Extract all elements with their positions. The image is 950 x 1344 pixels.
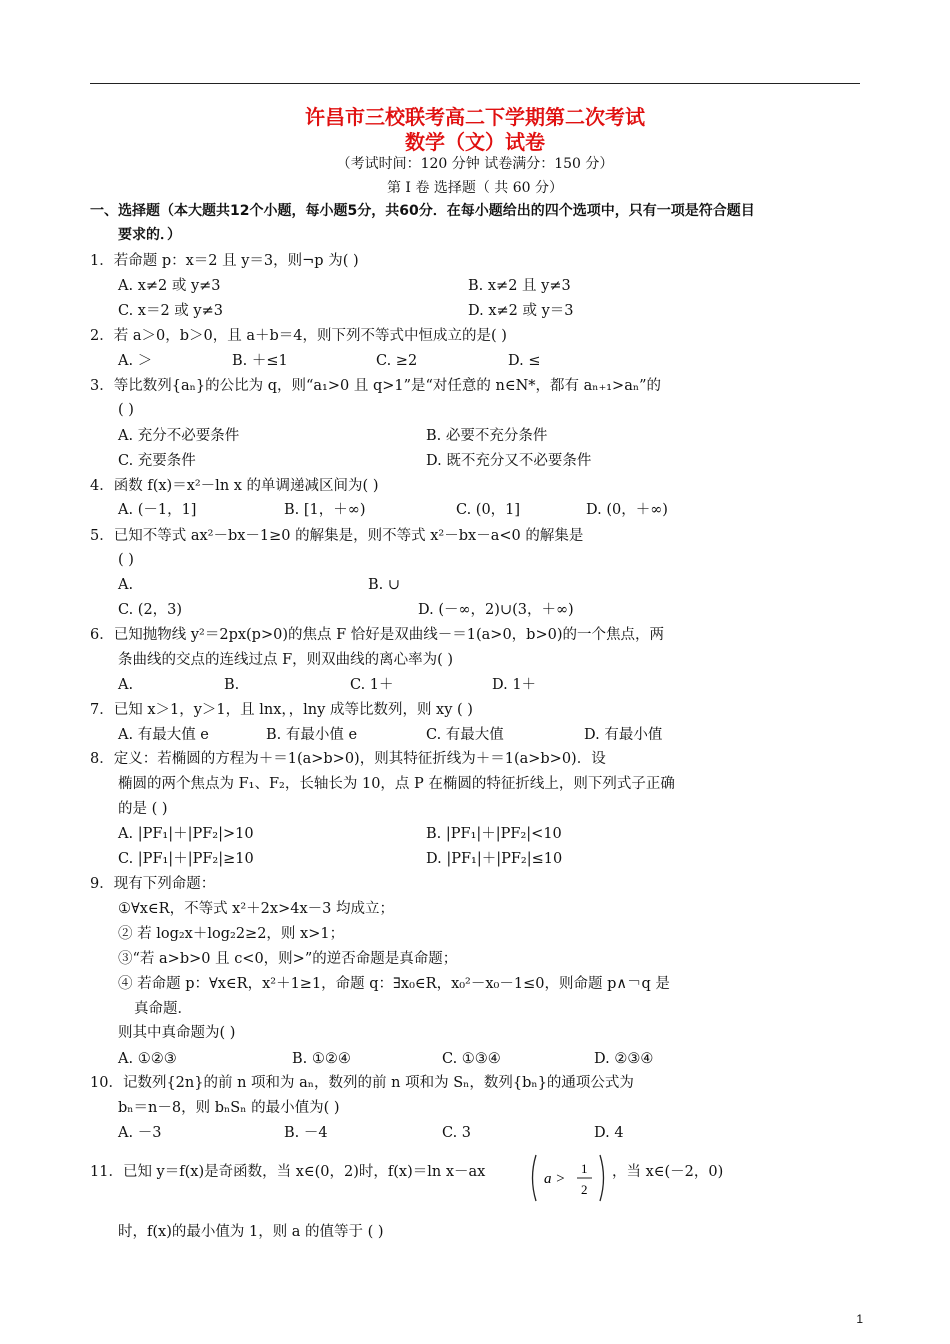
left-paren bbox=[533, 1155, 537, 1201]
q10-option-a: A. －3 bbox=[118, 1125, 162, 1141]
q11-condition-formula bbox=[528, 1153, 610, 1203]
q11-stem-part2: ，当 x∈(－2，0) bbox=[612, 1164, 724, 1180]
q1-option-a: A. x≠2 或 y≠3 bbox=[118, 278, 221, 294]
q10-option-b: B. －4 bbox=[284, 1125, 328, 1141]
q11-frac-num: 1 bbox=[581, 1161, 588, 1176]
q8-stem-cont: 椭圆的两个焦点为 F₁、F₂，长轴长为 10，点 P 在椭圆的特征折线上，则下列式子正确 bbox=[118, 776, 675, 792]
q6-option-b: B. bbox=[224, 677, 240, 693]
exam-title-line2: 数学（文）试卷 bbox=[405, 130, 545, 154]
q7-stem: 7．已知 x＞1，y＞1，且 lnx，，lny 成等比数列，则 xy ( ) bbox=[90, 702, 473, 718]
q9-option-c: C. ①③④ bbox=[442, 1051, 501, 1067]
q5-paren: ( ) bbox=[118, 552, 134, 568]
q1-stem: 1．若命题 p：x＝2 且 y＝3，则¬p 为( ) bbox=[90, 253, 359, 269]
q3-option-d: D. 既不充分又不必要条件 bbox=[426, 453, 592, 469]
q11-cond-left: a > bbox=[544, 1171, 566, 1187]
q6-option-c: C. 1＋ bbox=[350, 677, 394, 693]
q10-stem-cont: bₙ＝n－8，则 bₙSₙ 的最小值为( ) bbox=[118, 1100, 340, 1116]
q1-option-d: D. x≠2 或 y＝3 bbox=[468, 303, 574, 319]
q3-option-b: B. 必要不充分条件 bbox=[426, 428, 548, 444]
q11-frac-den: 2 bbox=[581, 1182, 588, 1197]
q8-option-c: C. |PF₁|＋|PF₂|≥10 bbox=[118, 851, 254, 867]
q6-option-d: D. 1＋ bbox=[492, 677, 537, 693]
q7-option-d: D. 有最小值 bbox=[584, 727, 663, 743]
q10-stem: 10．记数列{2n}的前 n 项和为 aₙ，数列的前 n 项和为 Sₙ，数列{bₙ}的通项公式为 bbox=[90, 1075, 634, 1091]
q3-option-c: C. 充要条件 bbox=[118, 453, 196, 469]
header-rule bbox=[90, 83, 860, 84]
section-heading-cont: 要求的．） bbox=[118, 227, 181, 243]
q6-option-a: A. bbox=[118, 677, 134, 693]
q6-stem-cont: 条曲线的交点的连线过点 F，则双曲线的离心率为( ) bbox=[118, 652, 454, 668]
q9-statement-4-cont: 真命题． bbox=[134, 1001, 192, 1017]
q10-option-d: D. 4 bbox=[594, 1125, 624, 1141]
section-heading: 一、选择题（本大题共12个小题，每小题5分，共60分．在每小题给出的四个选项中，只有一项是符合题目 bbox=[90, 203, 755, 219]
q5-option-c: C. (2，3) bbox=[118, 602, 183, 618]
q6-stem: 6．已知抛物线 y²＝2px(p>0)的焦点 F 恰好是双曲线－＝1(a>0，b>0)的一个焦点，两 bbox=[90, 627, 664, 643]
exam-info: （考试时间：120 分钟 试卷满分：150 分） bbox=[336, 156, 614, 172]
q2-stem: 2．若 a＞0，b＞0，且 a＋b＝4，则下列不等式中恒成立的是( ) bbox=[90, 328, 507, 344]
q1-option-c: C. x＝2 或 y≠3 bbox=[118, 303, 223, 319]
q8-option-d: D. |PF₁|＋|PF₂|≤10 bbox=[426, 851, 563, 867]
q2-option-a: A. ＞ bbox=[118, 353, 153, 369]
q5-option-d: D. (－∞，2)∪(3，＋∞) bbox=[418, 602, 574, 618]
q9-statement-1: ①∀x∈R，不等式 x²＋2x>4x－3 均成立； bbox=[118, 901, 394, 917]
q8-stem: 8．定义：若椭圆的方程为＋＝1(a>b>0)，则其特征折线为＋＝1(a>b>0)．设 bbox=[90, 751, 606, 767]
q11-stem-part1: 11．已知 y＝f(x)是奇函数，当 x∈(0，2)时，f(x)＝ln x－ax bbox=[90, 1164, 486, 1180]
q9-ask: 则其中真命题为( ) bbox=[118, 1025, 236, 1041]
q2-option-b: B. ＋≤1 bbox=[232, 353, 288, 369]
q11-stem bbox=[90, 1162, 485, 1182]
q8-stem-cont2: 的是 ( ) bbox=[118, 801, 168, 817]
q5-option-a: A. bbox=[118, 577, 134, 593]
volume-heading: 第 I 卷 选择题（ 共 60 分） bbox=[386, 180, 564, 196]
q3-stem: 3．等比数列{aₙ}的公比为 q，则“a₁>0 且 q>1”是“对任意的 n∈N*，都有 aₙ₊₁>aₙ”的 bbox=[90, 378, 662, 394]
q10-option-c: C. 3 bbox=[442, 1125, 472, 1141]
q8-option-a: A. |PF₁|＋|PF₂|>10 bbox=[118, 826, 254, 842]
q9-stem: 9．现有下列命题： bbox=[90, 876, 216, 892]
q4-option-a: A. (－1，1] bbox=[118, 502, 197, 518]
q4-option-b: B. [1，＋∞) bbox=[284, 502, 366, 518]
q4-stem: 4．函数 f(x)＝x²－ln x 的单调递减区间为( ) bbox=[90, 478, 379, 494]
q5-option-b: B. ∪ bbox=[368, 577, 401, 593]
page-number: 1 bbox=[856, 1312, 863, 1326]
q5-stem: 5．已知不等式 ax²－bx－1≥0 的解集是，则不等式 x²－bx－a<0 的解集是 bbox=[90, 528, 584, 544]
q7-option-c: C. 有最大值 bbox=[426, 727, 504, 743]
q2-option-d: D. ≤ bbox=[508, 353, 541, 369]
q7-option-a: A. 有最大值 e bbox=[118, 727, 209, 743]
q9-statement-3: ③“若 a>b>0 且 c<0，则>”的逆否命题是真命题； bbox=[118, 951, 458, 967]
q2-option-c: C. ≥2 bbox=[376, 353, 418, 369]
q11-stem-cont: 时，f(x)的最小值为 1，则 a 的值等于 ( ) bbox=[118, 1224, 384, 1240]
q8-option-b: B. |PF₁|＋|PF₂|<10 bbox=[426, 826, 562, 842]
q4-option-c: C. (0，1] bbox=[456, 502, 521, 518]
q3-paren: ( ) bbox=[118, 402, 134, 418]
q9-statement-4: ④ 若命题 p：∀x∈R，x²＋1≥1，命题 q：∃x₀∈R，x₀²－x₀－1≤0，则命题 p∧￢q 是 bbox=[118, 976, 670, 992]
exam-title-line1: 许昌市三校联考高二下学期第二次考试 bbox=[305, 105, 645, 129]
q7-option-b: B. 有最小值 e bbox=[266, 727, 358, 743]
q9-option-a: A. ①②③ bbox=[118, 1051, 177, 1067]
q9-option-d: D. ②③④ bbox=[594, 1051, 654, 1067]
q9-option-b: B. ①②④ bbox=[292, 1051, 351, 1067]
q9-statement-2: ② 若 log₂x＋log₂2≥2，则 x>1； bbox=[118, 926, 345, 942]
right-paren bbox=[600, 1155, 604, 1201]
q1-option-b: B. x≠2 且 y≠3 bbox=[468, 278, 571, 294]
q4-option-d: D. (0，＋∞) bbox=[586, 502, 668, 518]
q3-option-a: A. 充分不必要条件 bbox=[118, 428, 240, 444]
